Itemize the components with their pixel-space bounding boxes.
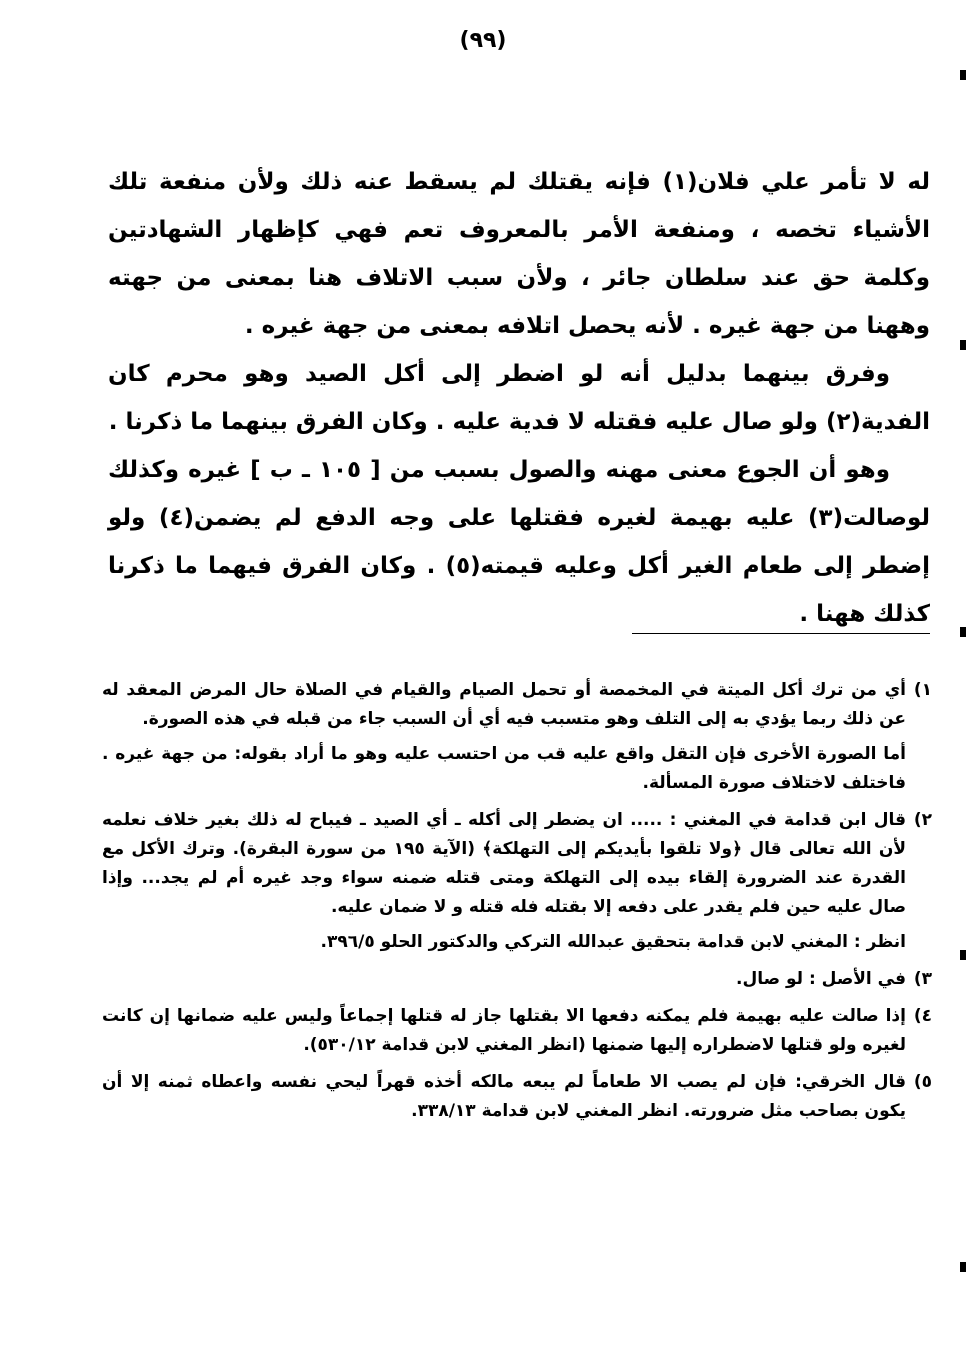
footnote [102,1068,932,1126]
footnote-text: قال الخرقي: فإن لم يصب الا طعاماً لم يبعه مالكه أخذه قهراً ليحي نفسه واعطاه ثمنه إلا أن يكون بصاحب مثل ضرورته. انظر المغني لابن قدامة ٣٣٨/١٣. [102,1072,906,1121]
footnote [102,1002,932,1060]
footnote-text: في الأصل : لو صال. [736,969,906,989]
footnote-separator [632,633,930,634]
scan-edge-mark [960,627,966,637]
main-paragraph: وهو أن الجوع معنى مهنه والصول بسبب من [ ١٠٥ ـ ب ] غيره وكذلك لوصالت(٣) عليه بهيمة لغيره فقتلها على وجه الدفع لم يضمن(٤) ولو إضطر إلى طعام الغير أكل وعليه قيمته(٥) . وكان الفرق فيهما ما ذكرنا كذلك ههنا . [108,457,931,627]
footnote-extra: انظر : المغني لابن قدامة بتحقيق عبدالله التركي والدكتور الحلو ٣٩٦/٥. [320,932,906,952]
scan-edge-mark [960,70,966,80]
scan-edge-mark [960,950,966,960]
footnote-text: أي من ترك أكل الميتة في المخمصة أو تحمل الصيام والقيام في الصلاة حال المرض المعقد له عن ذلك ربما يؤدي به إلى التلف وهو متسبب فيه أي أن السبب جاء من قبله في هذه الصورة. [102,680,906,729]
main-text [108,158,930,638]
main-paragraph: وفرق بينهما بدليل أنه لو اضطر إلى أكل الصيد وهو محرم كان الفدية(٢) ولو صال عليه فقتله لا فدية عليه . وكان الفرق بينهما ما ذكرنا . [108,361,930,435]
footnote-extra: أما الصورة الأخرى فإن التقل واقع عليه قب من احتسب عليه وهو ما أراد بقوله: من جهة غيره . فاختلف لاختلاف صورة المسألة. [102,744,906,793]
footnote [102,806,932,957]
footnote-number: ٤) [913,1006,932,1026]
footnote-number: ٢) [913,810,932,830]
page-number: (٩٩) [459,28,507,53]
scan-edge-mark [960,340,966,350]
scan-edge-mark [960,1262,966,1272]
main-paragraph: له لا تأمر علي فلان(١) فإنه يقتلك لم يسقط عنه ذلك ولأن منفعة تلك الأشياء تخصه ، ومنفعة الأمر بالمعروف تعم فهي كإظهار الشهادتين وكلمة حق عند سلطان جائر ، ولأن سبب الاتلاف هنا بمعنى من جهته وههنا من جهة غيره . لأنه يحصل اتلافه بمعنى من جهة غيره . [108,169,930,339]
footnote-text: قال ابن قدامة في المغني : ..... ان يضطر إلى أكله ـ أي الصيد ـ فيباح له ذلك بغير خلاف نعلمه لأن الله تعالى قال ﴿ولا تلقوا بأيديكم إلى التهلكة﴾ (الآية ١٩٥ من سورة البقرة). وترك الأكل مع القدرة عند الضرورة إلقاء بيده إلى التهلكة ومتى قتله ضمنه سواء وجد غيره أم لم يجد... وإذا صال عليه حين فلم يقدر على دفعه إلا بقتله فله قتله و لا ضمان عليه. [102,810,906,917]
footnote [102,676,932,798]
footnotes [102,676,932,1134]
footnote-number: ٣) [913,969,932,989]
footnote-number: ٥) [913,1072,932,1092]
footnote [102,965,932,994]
footnote-text: إذا صالت عليه بهيمة فلم يمكنه دفعها الا بقتلها جاز له قتلها إجماعاً وليس عليه ضمانها إن كانت لغيره ولو قتلها لاضطراره إليها ضمنها (انظر المغني لابن قدامة ٥٣٠/١٢). [102,1006,906,1055]
footnote-number: ١) [913,680,932,700]
